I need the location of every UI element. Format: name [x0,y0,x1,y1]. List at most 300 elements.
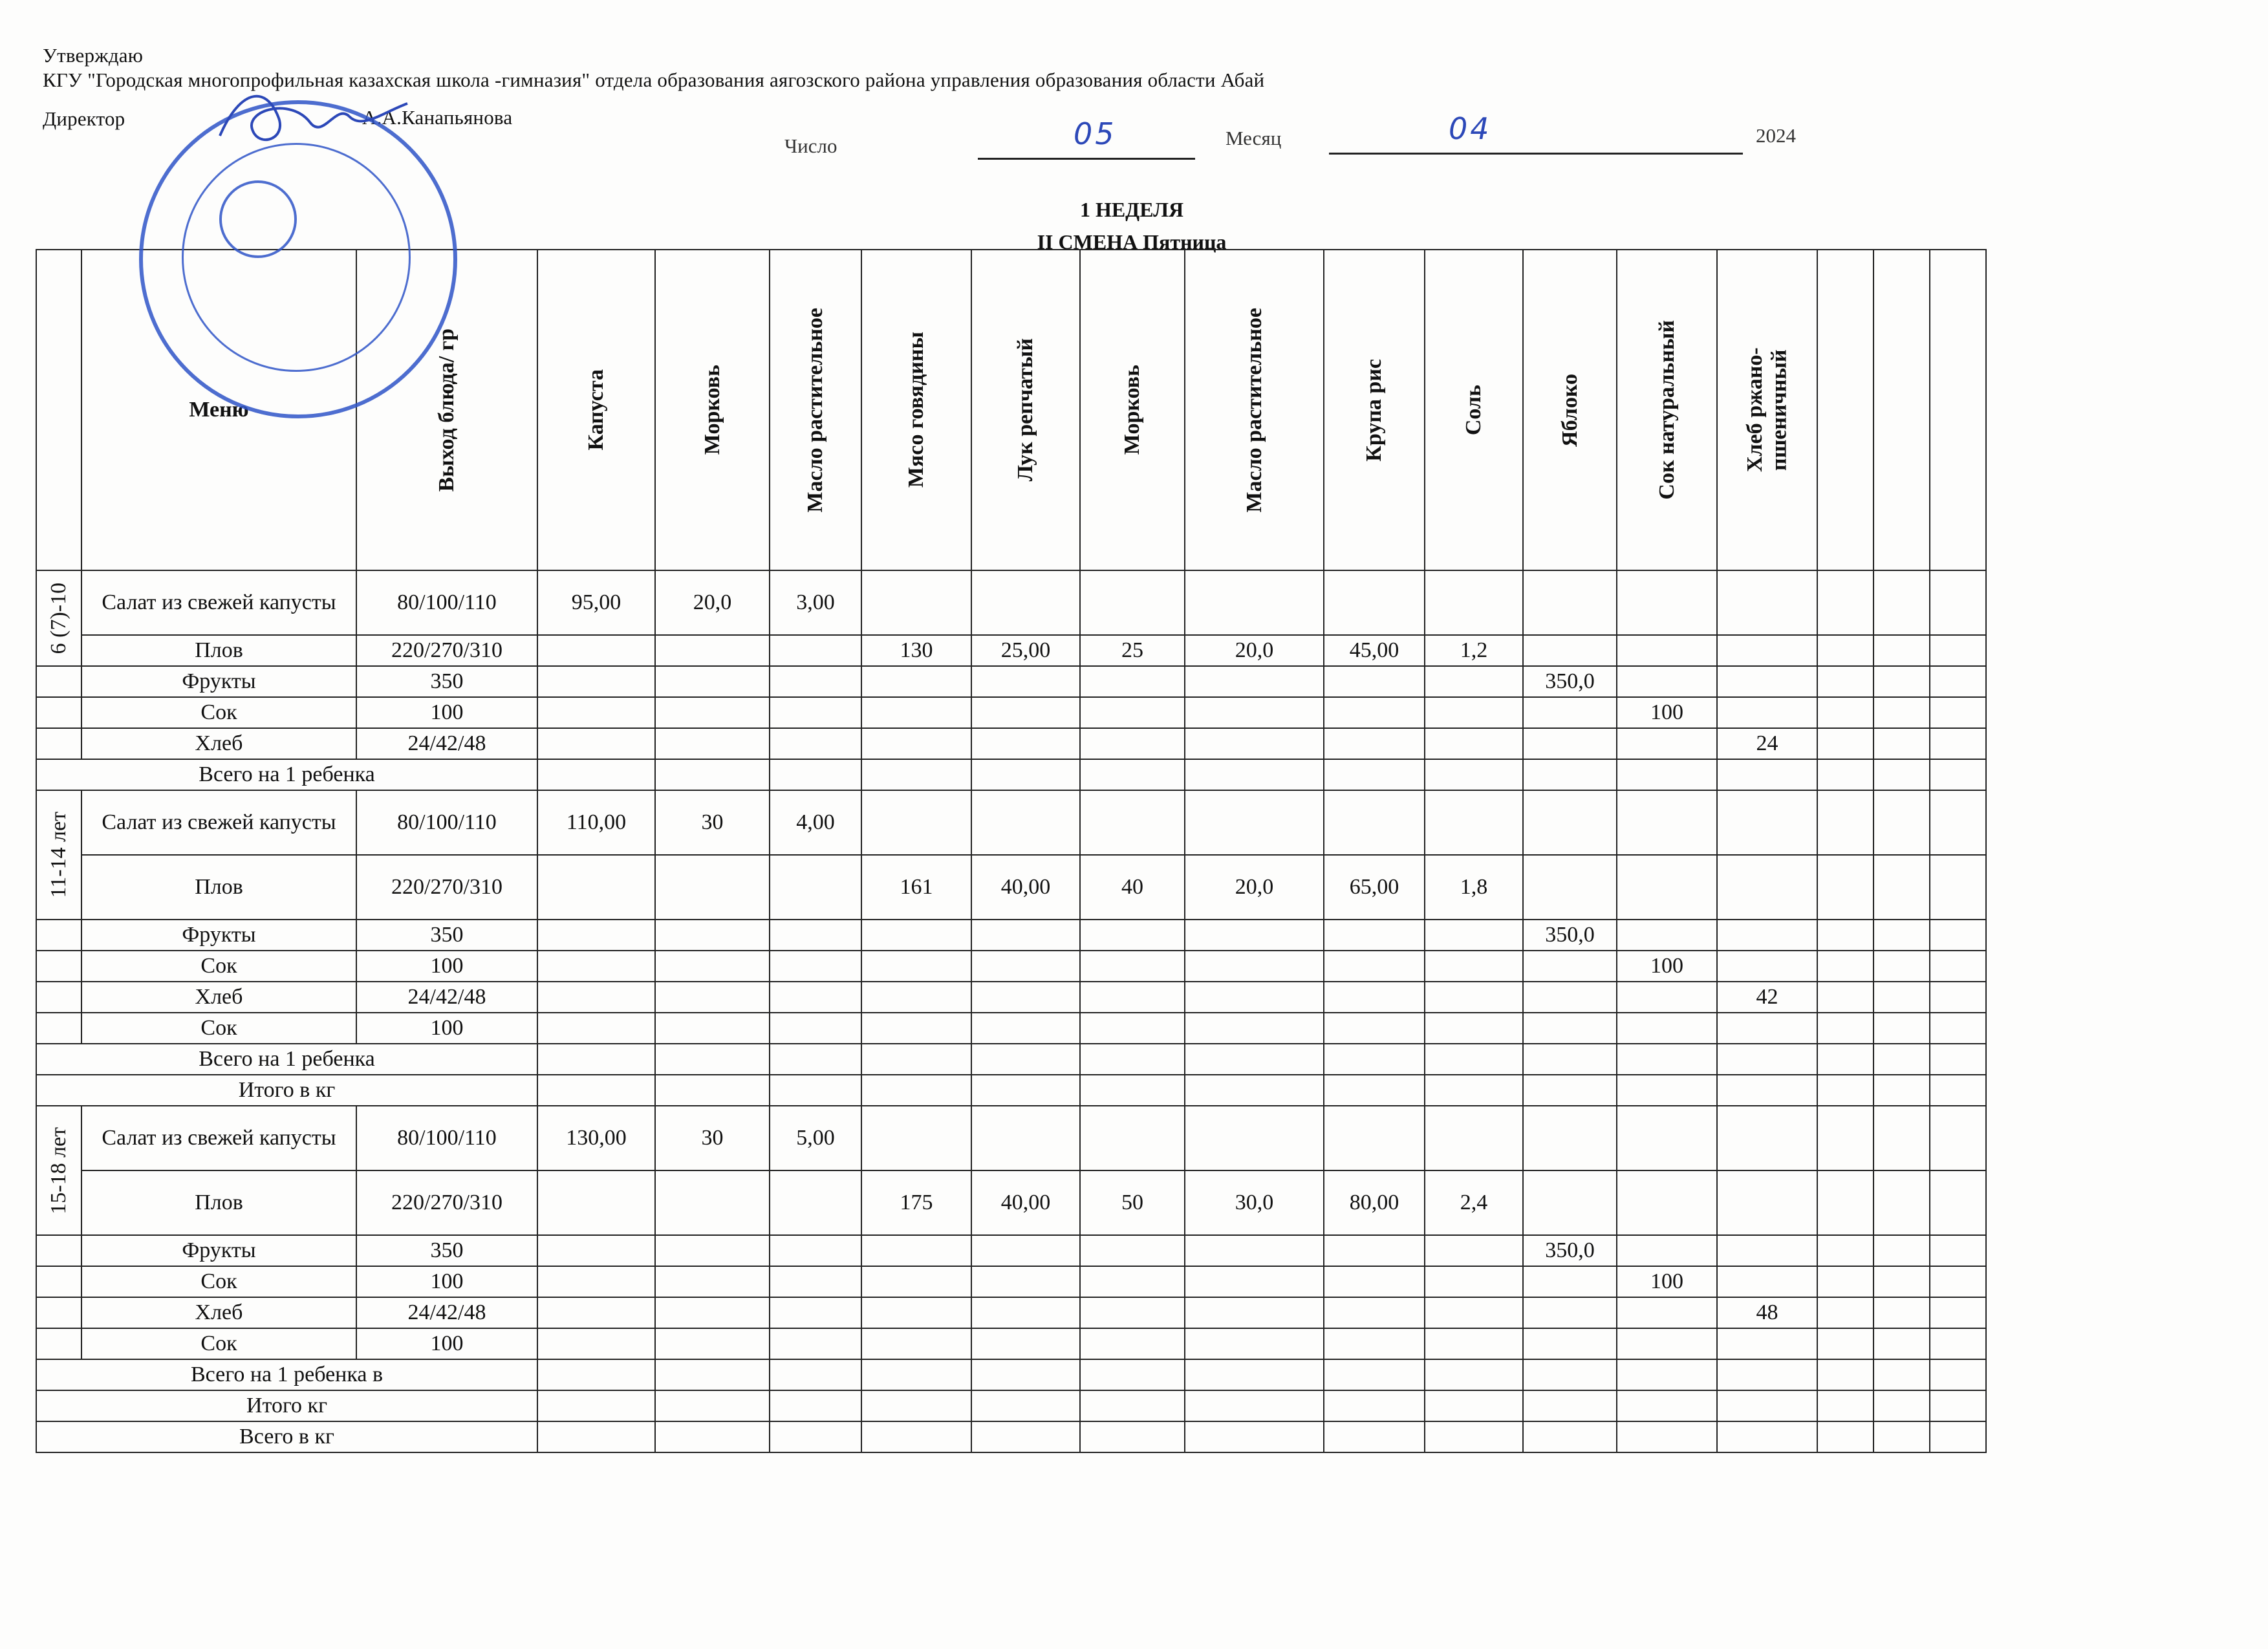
total-value [1523,1390,1617,1421]
ingredient-value [1874,1266,1930,1297]
ingredient-value [1617,790,1717,855]
total-value [1185,1390,1324,1421]
table-row [36,666,1986,697]
ingredient-value [861,982,971,1013]
ingredient-value: 50 [1080,1170,1185,1235]
table-row [36,855,1986,920]
ingredient-value [1874,951,1930,982]
total-value [1930,1075,1986,1106]
ingredient-value [1523,635,1617,666]
dish-output: 220/270/310 [356,1170,537,1235]
total-value [655,1359,770,1390]
total-value [1425,1390,1523,1421]
ingredient-value [1617,666,1717,697]
total-value [1817,1390,1874,1421]
ingredient-value [1425,1013,1523,1044]
ingredient-value [861,697,971,728]
ingredient-value [1817,697,1874,728]
ingredient-value [1324,1266,1425,1297]
age-group-empty [36,1266,81,1297]
total-row [36,1390,1986,1421]
header-ingredient [861,250,971,570]
ingredient-value [1080,982,1185,1013]
ingredient-value [1817,1013,1874,1044]
ingredient-value [537,1328,655,1359]
ingredient-value: 65,00 [1324,855,1425,920]
header-age-cell [36,250,81,570]
total-value [1080,1075,1185,1106]
dish-name: Фрукты [81,666,356,697]
dish-output: 100 [356,1328,537,1359]
total-value [861,1390,971,1421]
ingredient-value: 20,0 [1185,635,1324,666]
ingredient-value [655,920,770,951]
table-row [36,635,1986,666]
ingredient-value [1523,790,1617,855]
ingredient-value [861,666,971,697]
ingredient-value [1817,1297,1874,1328]
ingredient-value [1617,920,1717,951]
total-value [1324,1075,1425,1106]
ingredient-value [1930,1013,1986,1044]
ingredient-value [1425,666,1523,697]
ingredient-value [1617,1106,1717,1170]
ingredient-value [1717,1328,1817,1359]
age-group-empty [36,1297,81,1328]
ingredient-value: 25 [1080,635,1185,666]
ingredient-value [655,1013,770,1044]
ingredient-value: 25,00 [971,635,1080,666]
ingredient-value [1523,1328,1617,1359]
ingredient-value [770,635,861,666]
ingredient-value [1874,1297,1930,1328]
ingredient-value [1817,920,1874,951]
ingredient-value: 350,0 [1523,1235,1617,1266]
ingredient-value [1817,951,1874,982]
ingredient-value [861,728,971,759]
header-ingredient-label: Соль [1462,384,1486,436]
total-value [1080,1421,1185,1452]
ingredient-value [1817,666,1874,697]
ingredient-value [1324,666,1425,697]
ingredient-value: 1,2 [1425,635,1523,666]
total-value [1185,1075,1324,1106]
total-value [971,1390,1080,1421]
total-value [1425,1359,1523,1390]
ingredient-value [861,1235,971,1266]
total-value [655,1421,770,1452]
ingredient-value [1324,982,1425,1013]
ingredient-value [1080,1328,1185,1359]
header-ingredient [1617,250,1717,570]
table-row [36,570,1986,635]
ingredient-value [655,697,770,728]
ingredient-value [655,635,770,666]
total-value [971,1421,1080,1452]
ingredient-value [537,697,655,728]
signature-icon [213,78,420,162]
ingredient-value [1817,1328,1874,1359]
ingredient-value: 2,4 [1425,1170,1523,1235]
ingredient-value [537,728,655,759]
ingredient-value [1717,1266,1817,1297]
ingredient-value [1185,697,1324,728]
ingredient-value [1425,1297,1523,1328]
header-ingredient-label: Хлеб ржано-пшеничный [1743,347,1791,473]
header-ingredient-label: Морковь [700,365,724,455]
dish-output: 24/42/48 [356,1297,537,1328]
dish-output: 80/100/110 [356,570,537,635]
total-value [1324,1044,1425,1075]
ingredient-value [1717,951,1817,982]
total-value [971,1359,1080,1390]
ingredient-value [1817,1170,1874,1235]
ingredient-value: 1,8 [1425,855,1523,920]
total-value [1523,1044,1617,1075]
total-value [1817,1421,1874,1452]
table-row [36,1266,1986,1297]
ingredient-value [1617,855,1717,920]
header-ingredient [1080,250,1185,570]
header-ingredient [655,250,770,570]
ingredient-value [1717,1235,1817,1266]
ingredient-value [1523,570,1617,635]
age-group-label: 6 (7)-10 [47,582,71,654]
header-ingredient-label: Сок натуральный [1654,320,1679,500]
ingredient-value [1080,697,1185,728]
ingredient-value [1717,1170,1817,1235]
ingredient-value [861,570,971,635]
ingredient-value [537,1235,655,1266]
ingredient-value [1080,666,1185,697]
ingredient-value [655,951,770,982]
ingredient-value: 100 [1617,697,1717,728]
total-row [36,1359,1986,1390]
ingredient-value [1425,920,1523,951]
week-title: 1 НЕДЕЛЯ [1079,198,1184,221]
ingredient-value [1874,635,1930,666]
ingredient-value [861,951,971,982]
total-value [1874,1359,1930,1390]
age-group-empty [36,1328,81,1359]
ingredient-value [1425,790,1523,855]
total-value [770,1421,861,1452]
dish-output: 220/270/310 [356,855,537,920]
ingredient-value: 20,0 [1185,855,1324,920]
ingredient-value [770,951,861,982]
ingredient-value [1080,1235,1185,1266]
ingredient-value: 40,00 [971,1170,1080,1235]
total-value [1717,1421,1817,1452]
ingredient-value [1817,1235,1874,1266]
ingredient-value [1324,790,1425,855]
ingredient-value [971,1106,1080,1170]
total-value [1617,1390,1717,1421]
ingredient-value [537,1013,655,1044]
table-row [36,1328,1986,1359]
total-value [1874,1421,1930,1452]
total-row [36,1044,1986,1075]
ingredient-value [971,697,1080,728]
dish-output: 100 [356,951,537,982]
ingredient-value [770,1235,861,1266]
ingredient-value [1523,855,1617,920]
total-value [1874,759,1930,790]
dish-output: 80/100/110 [356,1106,537,1170]
total-value [770,759,861,790]
ingredient-value [770,1297,861,1328]
ingredient-value [1817,728,1874,759]
ingredient-value [770,1266,861,1297]
ingredient-value [1617,570,1717,635]
ingredient-value [1425,1328,1523,1359]
ingredient-value [861,1266,971,1297]
table-row [36,982,1986,1013]
ingredient-value [1717,666,1817,697]
ingredient-value: 4,00 [770,790,861,855]
ingredient-value: 30 [655,790,770,855]
ingredient-value [1080,1106,1185,1170]
total-value [1817,1359,1874,1390]
ingredient-value [1717,697,1817,728]
ingredient-value [1817,570,1874,635]
ingredient-value [1425,697,1523,728]
ingredient-value [1080,728,1185,759]
ingredient-value: 20,0 [655,570,770,635]
ingredient-value [655,1235,770,1266]
total-value [770,1075,861,1106]
dish-name: Сок [81,1266,356,1297]
day-value: 05 [1074,116,1117,151]
header-ingredient [537,250,655,570]
total-row [36,1421,1986,1452]
total-value [1425,1075,1523,1106]
total-value [971,759,1080,790]
ingredient-value [971,920,1080,951]
ingredient-value [1185,951,1324,982]
table-row [36,1235,1986,1266]
table-row [36,728,1986,759]
ingredient-value [971,1328,1080,1359]
ingredient-value [1080,920,1185,951]
table-row [36,951,1986,982]
table-row [36,697,1986,728]
ingredient-value [1874,790,1930,855]
ingredient-value [770,666,861,697]
total-value [655,1044,770,1075]
table-row [36,920,1986,951]
total-value [1523,1421,1617,1452]
total-value [1817,1075,1874,1106]
total-value [1930,1390,1986,1421]
total-value [861,1359,971,1390]
ingredient-value [1617,1013,1717,1044]
ingredient-value [655,1266,770,1297]
total-value [1617,1421,1717,1452]
total-value [1324,1390,1425,1421]
header-ingredient [1324,250,1425,570]
ingredient-value [971,1297,1080,1328]
total-value [1717,1359,1817,1390]
ingredient-value [537,920,655,951]
ingredient-value [1425,570,1523,635]
dish-name: Сок [81,1328,356,1359]
ingredient-value: 45,00 [1324,635,1425,666]
year-value: 2024 [1756,124,1796,147]
total-value [1185,1359,1324,1390]
ingredient-value [1324,951,1425,982]
ingredient-value [537,1170,655,1235]
month-value: 04 [1449,111,1492,146]
age-group-label: 11-14 лет [47,812,71,898]
total-value [1523,1075,1617,1106]
ingredient-value [1523,982,1617,1013]
ingredient-value [1617,1170,1717,1235]
ingredient-value [861,1297,971,1328]
ingredient-value [770,1013,861,1044]
ingredient-value [1617,1328,1717,1359]
ingredient-value [971,982,1080,1013]
dish-name: Салат из свежей капусты [81,570,356,635]
ingredient-value [1874,1106,1930,1170]
dish-name: Плов [81,855,356,920]
day-underline [978,158,1195,160]
ingredient-value [1185,1106,1324,1170]
ingredient-value [1874,570,1930,635]
total-label: Итого в кг [36,1075,537,1106]
day-label: Число [784,135,837,157]
ingredient-value: 350,0 [1523,920,1617,951]
total-label: Всего на 1 ребенка [36,1044,537,1075]
header-ingredient [1817,250,1874,570]
ingredient-value [861,790,971,855]
dish-output: 24/42/48 [356,982,537,1013]
total-value [1617,1044,1717,1075]
total-value [1874,1075,1930,1106]
ingredient-value [1185,920,1324,951]
ingredient-value: 40 [1080,855,1185,920]
ingredient-value [1185,982,1324,1013]
ingredient-value: 95,00 [537,570,655,635]
age-group-cell [36,570,81,666]
ingredient-value: 100 [1617,1266,1717,1297]
header-ingredient-label: Крупа рис [1362,358,1387,462]
table-row [36,1170,1986,1235]
ingredient-value [1874,666,1930,697]
ingredient-value [971,728,1080,759]
ingredient-value [1617,982,1717,1013]
ingredient-value [1717,1106,1817,1170]
ingredient-value [1930,1235,1986,1266]
dish-output: 100 [356,697,537,728]
ingredient-value: 42 [1717,982,1817,1013]
ingredient-value [971,1235,1080,1266]
ingredient-value [770,728,861,759]
ingredient-value [770,1170,861,1235]
ingredient-value [1523,697,1617,728]
total-value [971,1044,1080,1075]
ingredient-value: 5,00 [770,1106,861,1170]
ingredient-value: 175 [861,1170,971,1235]
total-value [1324,759,1425,790]
ingredient-value [1717,570,1817,635]
total-value [1324,1421,1425,1452]
director-name: А.А.Канапьянова [362,106,513,129]
shift-title: II СМЕНА Пятница [1037,230,1227,253]
age-group-empty [36,951,81,982]
ingredient-value [1874,1013,1930,1044]
header-ingredient [1930,250,1986,570]
approve-label: Утверждаю [43,44,144,67]
total-value [537,1044,655,1075]
dish-name: Фрукты [81,1235,356,1266]
total-value [1930,1044,1986,1075]
ingredient-value [1930,666,1986,697]
ingredient-value [655,666,770,697]
month-underline [1329,153,1743,155]
header-ingredient-label: Лук репчатый [1013,338,1038,482]
total-value [537,1075,655,1106]
dish-name: Плов [81,1170,356,1235]
header-ingredient-label: Масло растительное [803,307,828,513]
ingredient-value: 30,0 [1185,1170,1324,1235]
ingredient-value [770,855,861,920]
ingredient-value: 100 [1617,951,1717,982]
ingredient-value [1185,1013,1324,1044]
ingredient-value [655,1328,770,1359]
ingredient-value [537,855,655,920]
header-ingredient-label: Масло растительное [1242,307,1266,513]
ingredient-value: 40,00 [971,855,1080,920]
ingredient-value: 3,00 [770,570,861,635]
dish-output: 350 [356,920,537,951]
age-group-empty [36,1235,81,1266]
ingredient-value [1717,635,1817,666]
header-menu-label: Меню [189,398,249,422]
ingredient-value [1930,1170,1986,1235]
ingredient-value [1324,570,1425,635]
total-value [1324,1359,1425,1390]
total-value [1617,759,1717,790]
dish-output: 350 [356,666,537,697]
dish-name: Хлеб [81,728,356,759]
ingredient-value [770,982,861,1013]
ingredient-value [971,1266,1080,1297]
ingredient-value [1185,666,1324,697]
total-value [537,1421,655,1452]
header-ingredient-label: Морковь [1120,365,1145,455]
ingredient-value: 130 [861,635,971,666]
ingredient-value [1817,1266,1874,1297]
ingredient-value [537,1266,655,1297]
ingredient-value [1080,1297,1185,1328]
ingredient-value [1523,951,1617,982]
director-label: Директор [43,107,125,130]
ingredient-value [1080,951,1185,982]
ingredient-value: 161 [861,855,971,920]
total-value [971,1075,1080,1106]
ingredient-value [1717,855,1817,920]
dish-name: Хлеб [81,1297,356,1328]
ingredient-value [1617,728,1717,759]
total-value [1874,1044,1930,1075]
total-value [1717,1044,1817,1075]
ingredient-value [770,920,861,951]
dish-name: Салат из свежей капусты [81,790,356,855]
total-value [1930,1421,1986,1452]
month-label: Месяц [1226,127,1282,149]
ingredient-value [1185,790,1324,855]
